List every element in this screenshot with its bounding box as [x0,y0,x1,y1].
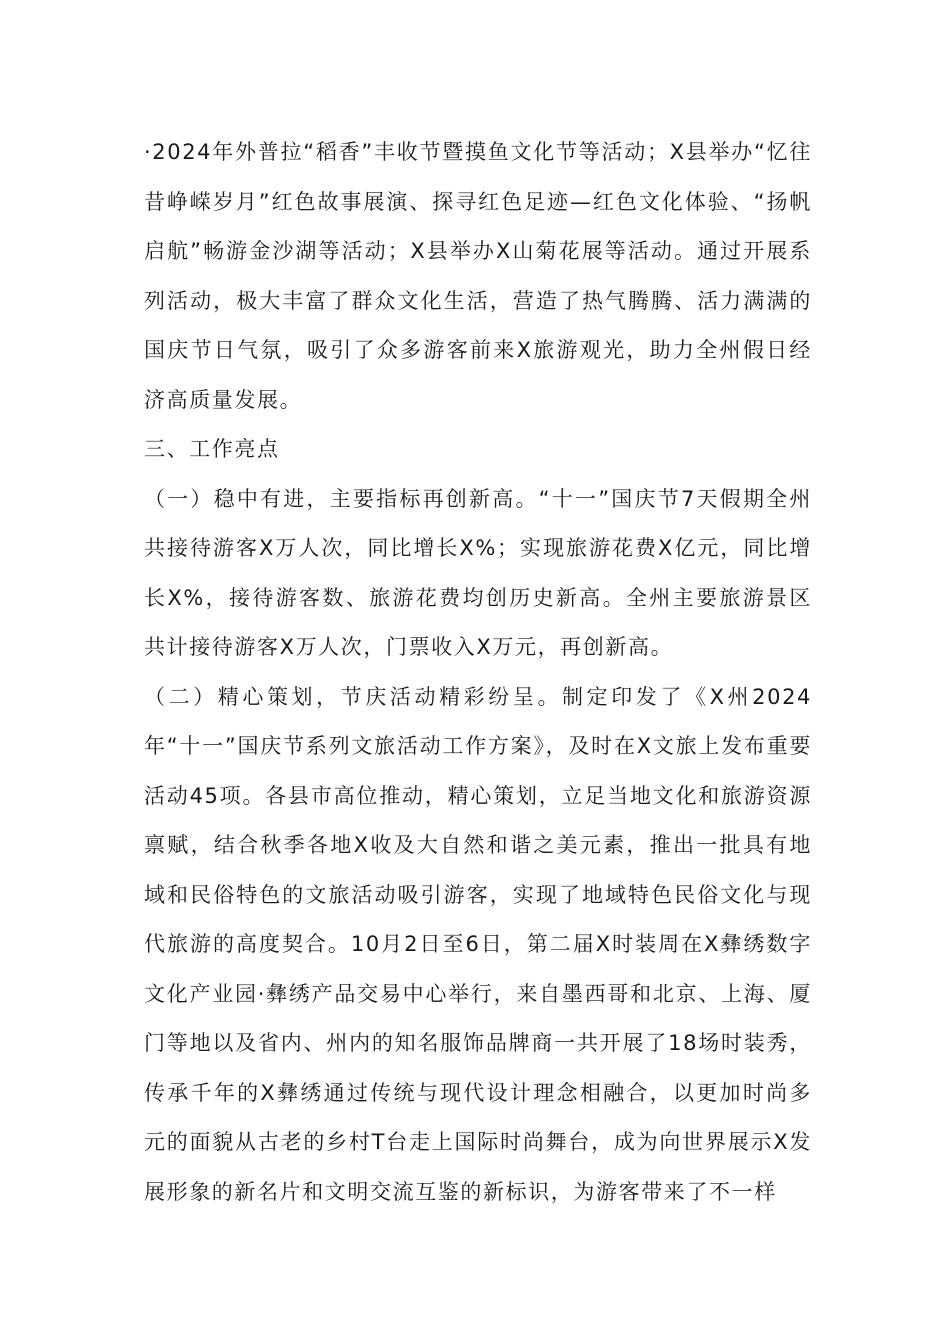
document-body [144,128,812,1217]
paragraph-indicators: （一）稳中有进，主要指标再创新高。“十一”国庆节7天假期全州共接待游客X万人次，同比增长X%；实现旅游花费X亿元，同比增长X%，接待游客数、旅游花费均创历史新高。全州主要旅游景区共计接待游客X万人次，门票收入X万元，再创新高。 [144,486,812,659]
paragraph-festival-events: （二）精心策划，节庆活动精彩纷呈。制定印发了《X州2024年“十一”国庆节系列文旅活动工作方案》，及时在X文旅上发布重要活动45项。各县市高位推动，精心策划，立足当地文化和旅游资源禀赋，结合秋季各地X收及大自然和谐之美元素，推出一批具有地域和民俗特色的文旅活动吸引游客，实现了地域特色民俗文化与现代旅游的高度契合。10月2日至6日，第二届X时装周在X彝绣数字文化产业园·彝绣产品交易中心举行，来自墨西哥和北京、上海、厦门等地以及省内、州内的知名服饰品牌商一共开展了18场时装秀，传承千年的X彝绣通过传统与现代设计理念相融合，以更加时尚多元的面貌从古老的乡村T台走上国际时尚舞台，成为向世界展示X发展形象的新名片和文明交流互鉴的新标识，为游客带来了不一样 [144,684,812,1204]
section-heading-highlights: 三、工作亮点 [144,437,280,461]
paragraph-activities: ·2024年外普拉“稻香”丰收节暨摸鱼文化节等活动；X县举办“忆往昔峥嵘岁月”红色故事展演、探寻红色足迹—红色文化体验、“扬帆启航”畅游金沙湖等活动；X县举办X山菊花展等活动。通过开展系列活动，极大丰富了群众文化生活，营造了热气腾腾、活力满满的国庆节日气氛，吸引了众多游客前来X旅游观光，助力全州假日经济高质量发展。 [144,140,812,412]
